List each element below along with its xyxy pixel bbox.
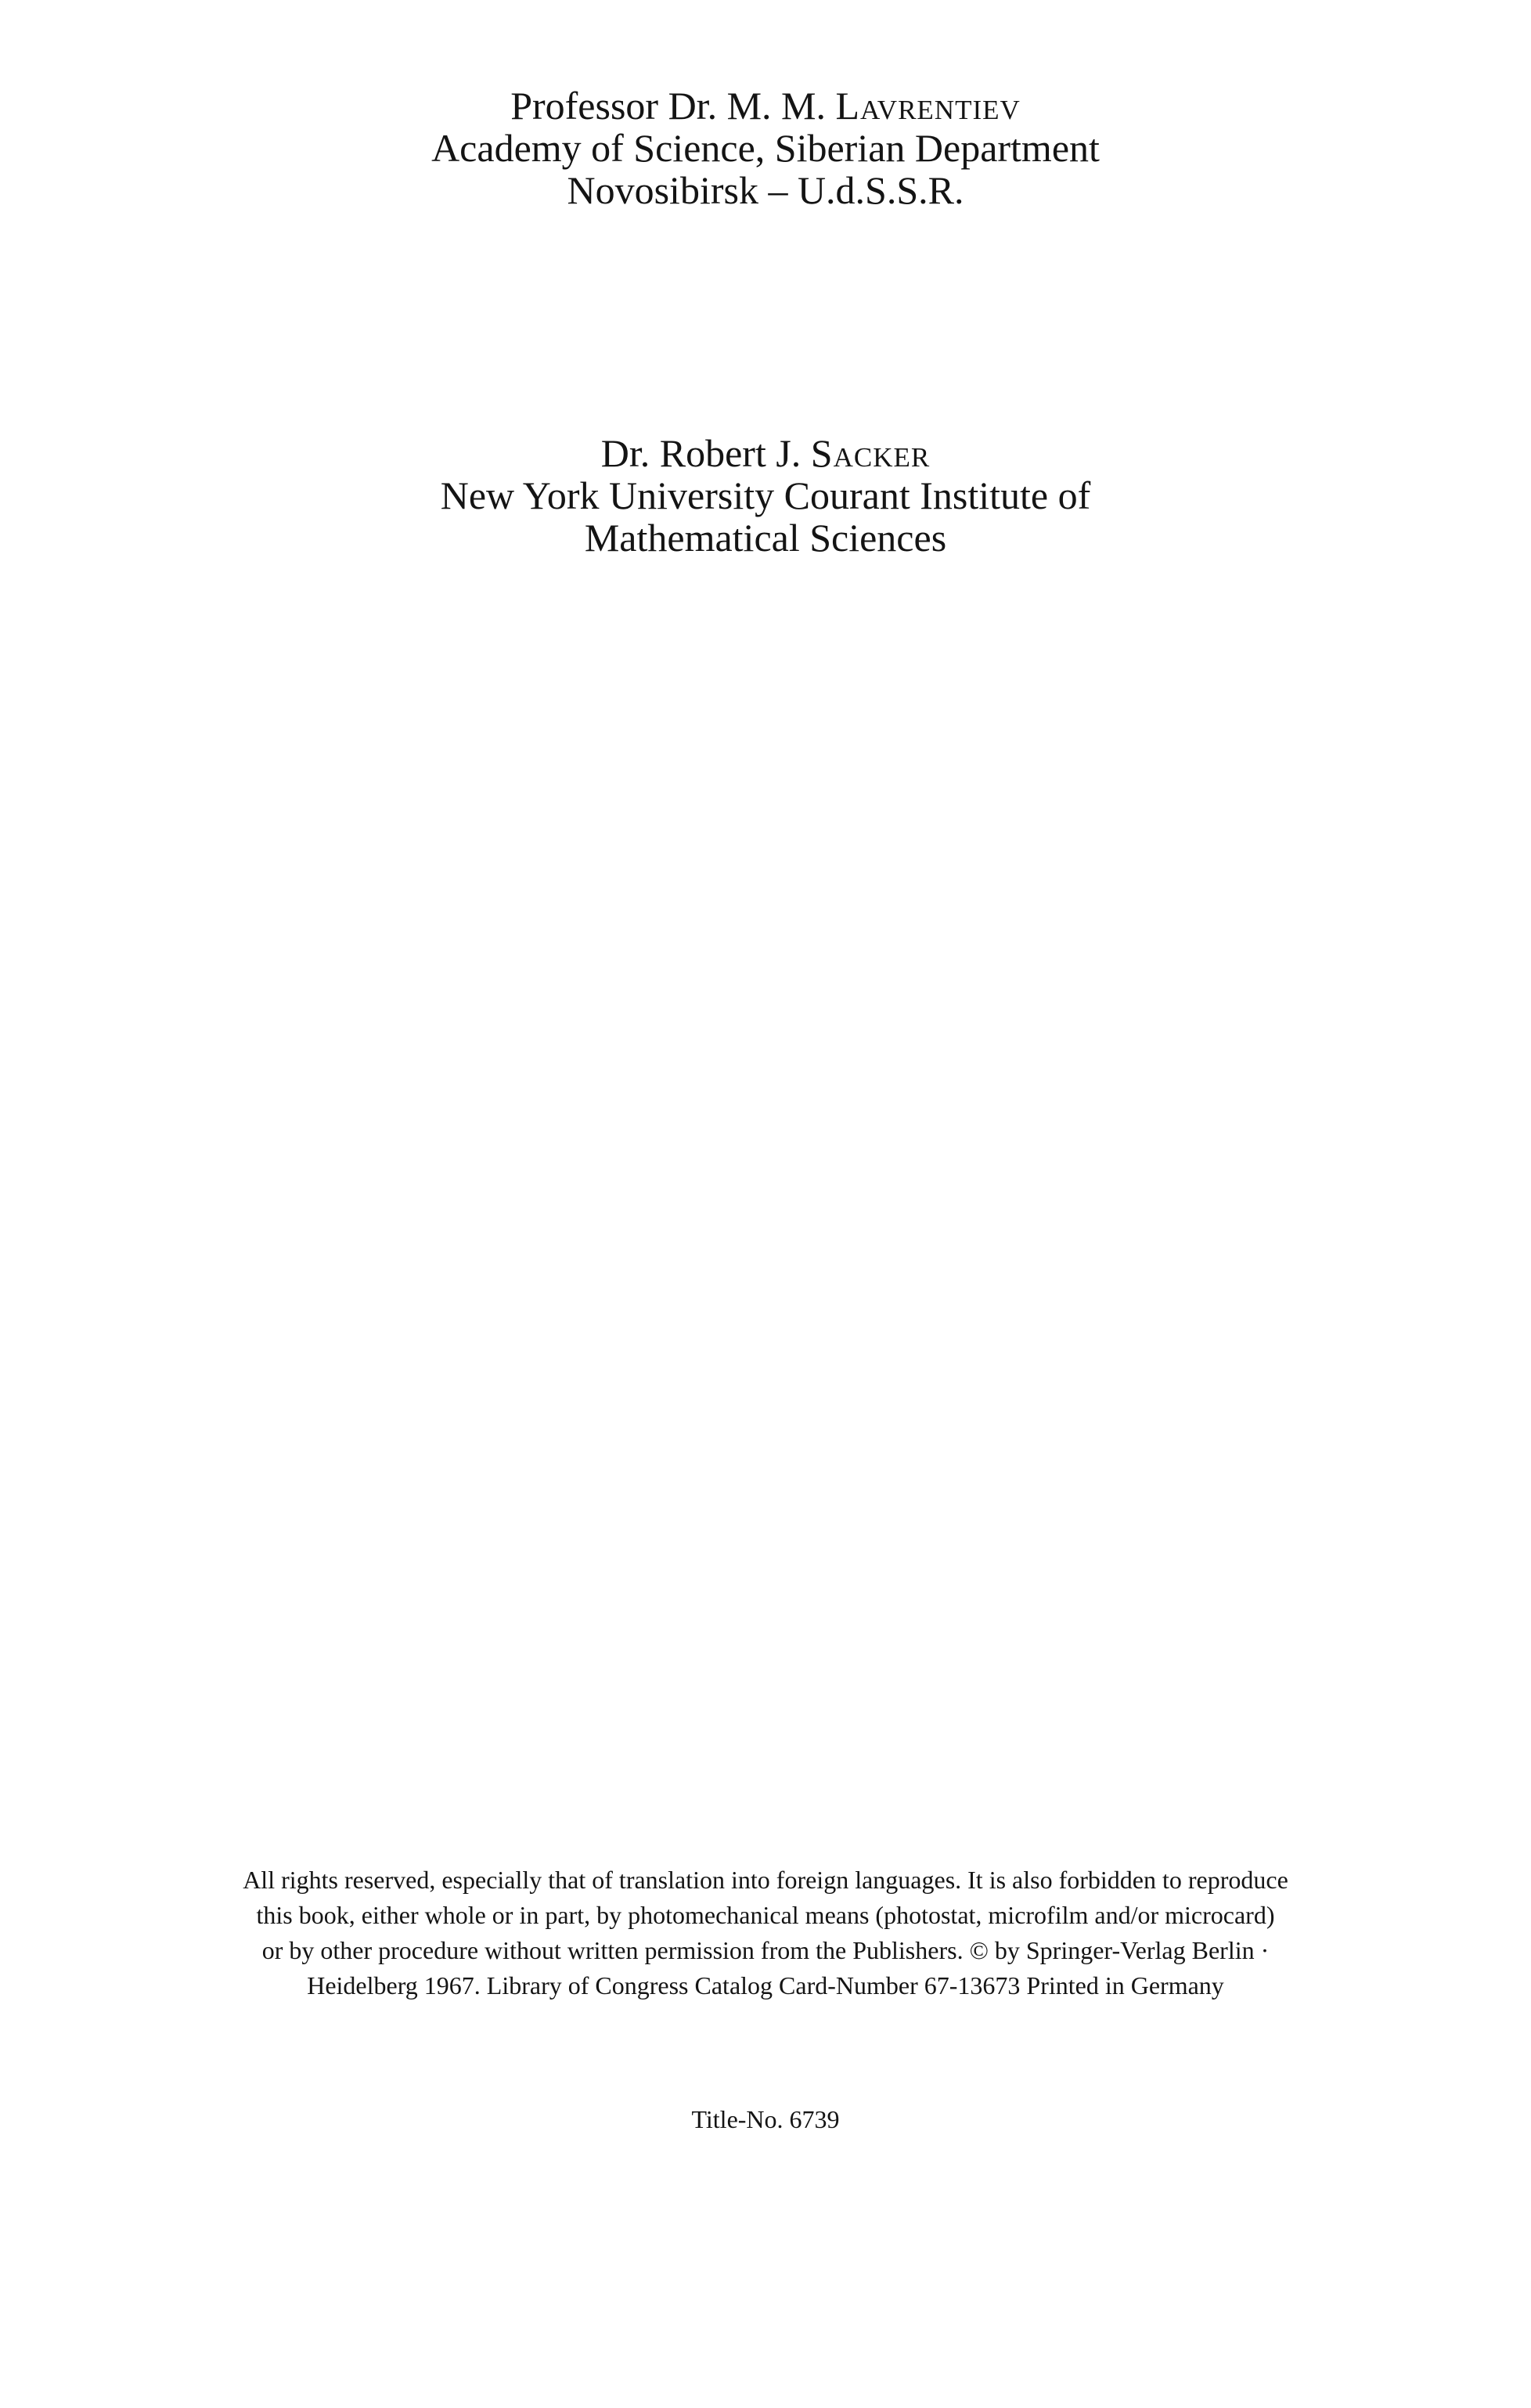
- author-block-sacker: [0, 432, 1531, 559]
- title-number: Title-No. 6739: [691, 2105, 840, 2133]
- author-surname: Sacker: [810, 431, 931, 475]
- author-name: [0, 432, 1531, 474]
- rights-line: or by other procedure without written permission from the Publishers. © by Springer-Verlag Berlin ·: [261, 1936, 1270, 1964]
- author-affiliation-line-1: New York University Courant Institute of: [440, 473, 1091, 517]
- author-prefix: Dr. Robert J.: [600, 431, 802, 475]
- rights-line: Heidelberg 1967. Library of Congress Catalog Card-Number 67-13673 Printed in Germany: [307, 1971, 1224, 1999]
- author-block-lavrentiev: [0, 85, 1531, 211]
- author-name: [0, 85, 1531, 127]
- rights-line: this book, either whole or in part, by photomechanical means (photostat, microfilm and/or microcard): [256, 1901, 1275, 1929]
- author-surname: Lavrentiev: [835, 84, 1021, 128]
- author-prefix: Professor Dr. M. M.: [510, 84, 826, 128]
- author-affiliation: Academy of Science, Siberian Department: [431, 126, 1100, 170]
- author-affiliation-line-2: Mathematical Sciences: [584, 516, 947, 560]
- author-location: Novosibirsk – U.d.S.S.R.: [567, 168, 964, 212]
- rights-notice: [94, 1863, 1437, 2003]
- rights-line: All rights reserved, especially that of translation into foreign languages. It is also forbidden to reproduce: [243, 1866, 1288, 1894]
